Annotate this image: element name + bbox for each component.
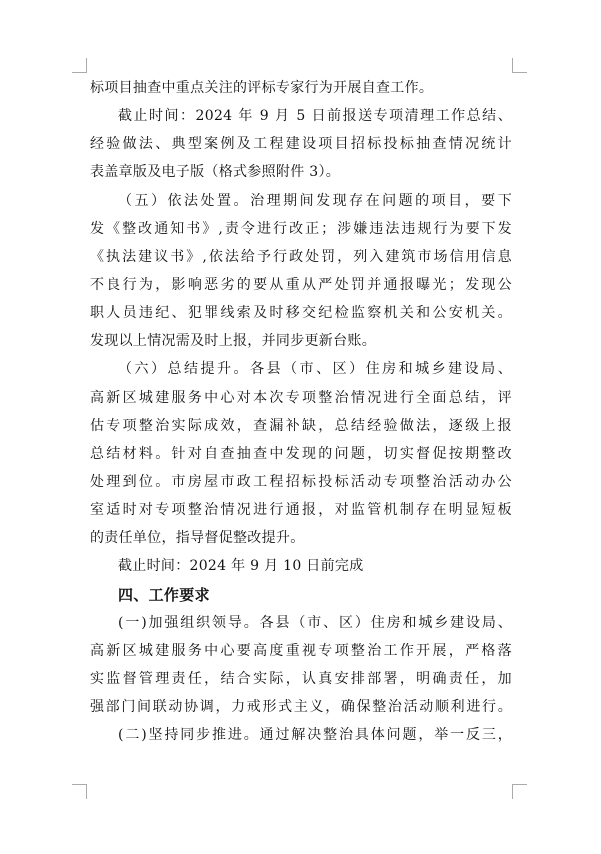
document-body — [90, 74, 512, 749]
text-line: 高新区城建服务中心对本次专项整治情况进行全面总结，评 — [90, 389, 512, 406]
text-line: (二)坚持同步推进。通过解决整治具体问题，举一反三， — [118, 727, 512, 744]
text-line: 高新区城建服务中心要高度重视专项整治工作开展，严格落 — [90, 642, 512, 659]
text-line: 不良行为，影响恶劣的要从重从严处罚并通报曝光；发现公 — [90, 276, 512, 293]
text-line: 实监督管理责任，结合实际，认真安排部署，明确责任，加 — [90, 670, 512, 687]
text-line: （五）依法处置。治理期间发现存在问题的项目，要下 — [118, 192, 512, 209]
text-line: 估专项整治实际成效，查漏补缺，总结经验做法，逐级上报 — [90, 417, 512, 434]
text-line: 总结材料。针对自查抽查中发现的问题，切实督促按期整改 — [90, 445, 512, 462]
text-line: 的责任单位，指导督促整改提升。 — [90, 530, 305, 547]
text-line: 截止时间：2024 年 9 月 5 日前报送专项清理工作总结、 — [118, 108, 512, 125]
text-line: 《执法建议书》,依法给予行政处罚，列入建筑市场信用信息 — [90, 248, 512, 265]
text-line: 处理到位。市房屋市政工程招标投标活动专项整治活动办公 — [90, 473, 512, 490]
text-line: 发《整改通知书》,责令进行改正；涉嫌违法违规行为要下发 — [90, 220, 512, 237]
corner-mark-bottom-left — [72, 784, 87, 799]
text-line: 截止时间：2024 年 9 月 10 日前完成 — [118, 558, 364, 575]
text-line: 发现以上情况需及时上报，并同步更新台账。 — [90, 333, 376, 350]
text-line: 表盖章版及电子版（格式参照附件 3）。 — [90, 164, 341, 181]
corner-mark-bottom-right — [512, 784, 527, 799]
text-line: 职人员违纪、犯罪线索及时移交纪检监察机关和公安机关。 — [90, 305, 512, 322]
text-line: 经验做法、典型案例及工程建设项目招标投标抽查情况统计 — [90, 136, 512, 153]
corner-mark-top-right — [512, 58, 527, 73]
text-line: 强部门间联动协调，力戒形式主义，确保整治活动顺利进行。 — [90, 699, 512, 716]
corner-mark-top-left — [72, 58, 87, 73]
text-line: (一)加强组织领导。各县（市、区）住房和城乡建设局、 — [118, 614, 512, 631]
text-line: 标项目抽查中重点关注的评标专家行为开展自查工作。 — [90, 80, 434, 96]
section-heading: 四、工作要求 — [118, 585, 210, 604]
text-line: 室适时对专项整治情况进行通报，对监管机制存在明显短板 — [90, 502, 512, 519]
text-line: （六）总结提升。各县（市、区）住房和城乡建设局、 — [118, 361, 512, 378]
